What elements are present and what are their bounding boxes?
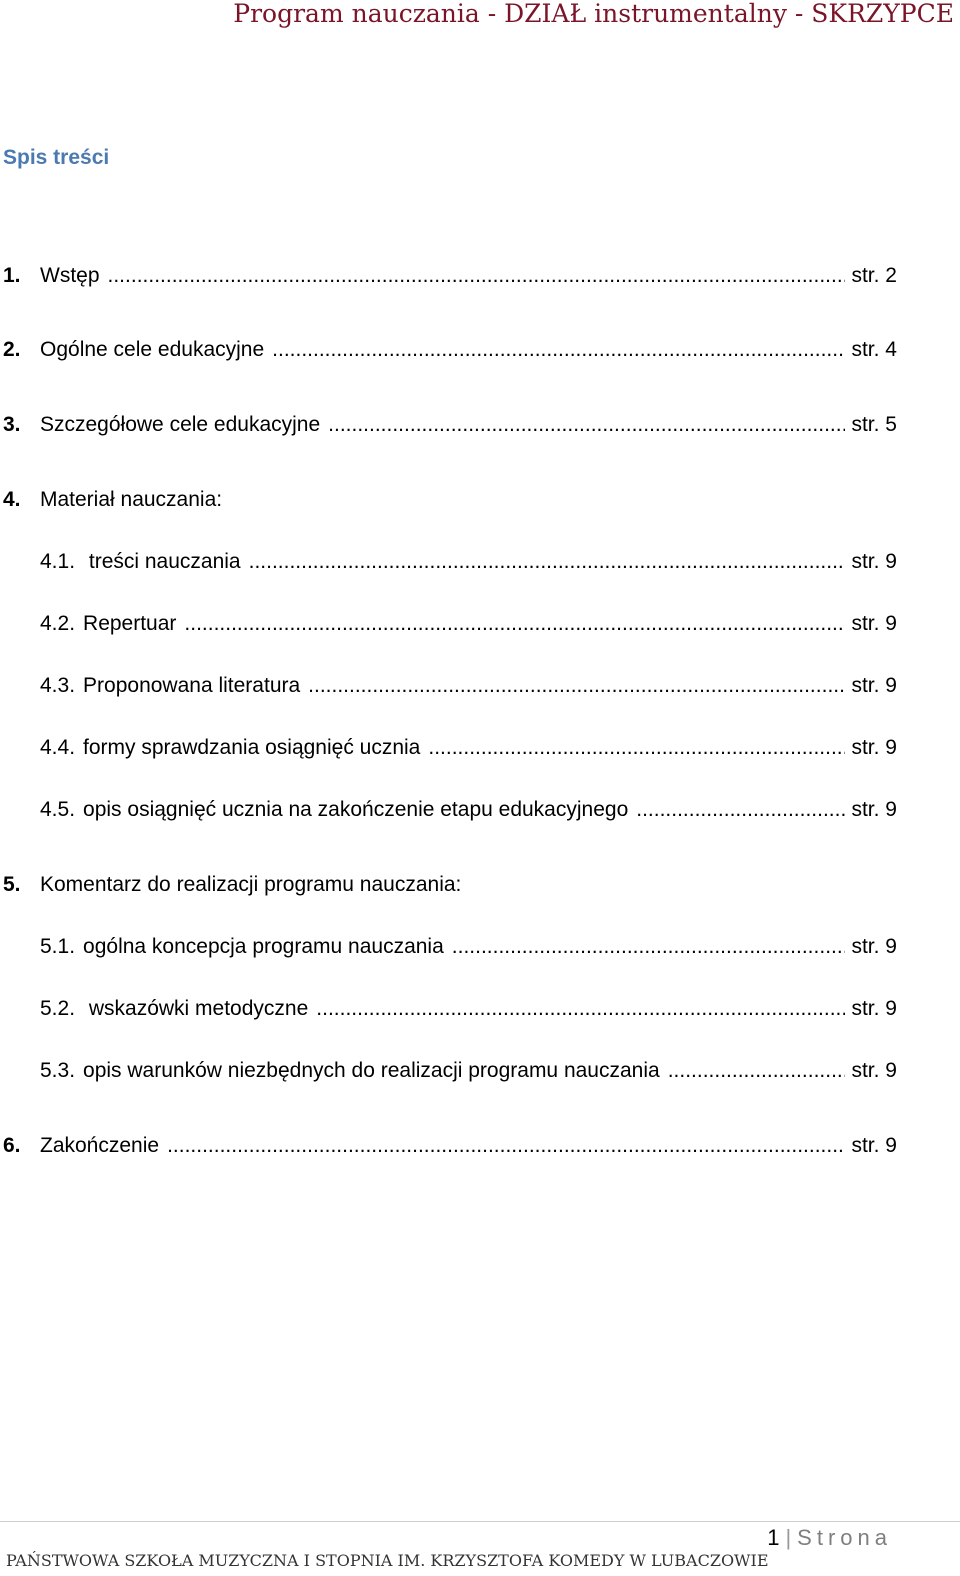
toc-leader-dots: [316, 995, 845, 1023]
toc-entry-label: opis osiągnięć ucznia na zakończenie etapu edukacyjnego: [83, 798, 629, 821]
toc-leader-dots: [308, 672, 845, 700]
toc-entry-page: str. 9: [851, 612, 897, 635]
toc-entry-label: Szczegółowe cele edukacyjne: [40, 413, 321, 436]
toc-entry-achievements[interactable]: [40, 796, 897, 824]
toc-entry-conditions[interactable]: [40, 1057, 897, 1085]
toc-heading: Spis treści: [3, 146, 110, 169]
toc-leader-dots: [167, 1132, 845, 1160]
toc-entry-number: 4.: [3, 488, 21, 511]
footer-school-name: PAŃSTWOWA SZKOŁA MUZYCZNA I STOPNIA IM. KRZYSZTOFA KOMEDY W LUBACZOWIE: [6, 1551, 769, 1570]
toc-entry-page: str. 5: [851, 413, 897, 436]
toc-leader-dots: [184, 610, 845, 638]
toc-entry-number: 4.3.: [40, 674, 76, 697]
toc-entry-assessment-forms[interactable]: [40, 734, 897, 762]
toc-leader-dots: [668, 1057, 846, 1085]
toc-entry-page: str. 9: [851, 997, 897, 1020]
toc-entry-page: str. 9: [851, 798, 897, 821]
toc-entry-page: str. 9: [851, 1134, 897, 1157]
toc-entry-general-goals[interactable]: [3, 336, 897, 364]
toc-entry-teaching-material[interactable]: [3, 486, 897, 514]
toc-entry-label: Materiał nauczania:: [40, 488, 223, 511]
toc-entry-page: str. 9: [851, 674, 897, 697]
toc-entry-page: str. 2: [851, 264, 897, 287]
toc-entry-repertoire[interactable]: [40, 610, 897, 638]
toc-entry-intro[interactable]: [3, 262, 897, 290]
toc-entry-number: 5.3.: [40, 1059, 76, 1082]
toc-leader-dots: [452, 933, 846, 961]
page-number-separator: |: [785, 1525, 792, 1550]
toc-entry-number: 1.: [3, 264, 21, 287]
toc-entry-label: treści nauczania: [83, 550, 241, 573]
toc-entry-number: 4.5.: [40, 798, 76, 821]
toc-entry-page: str. 9: [851, 550, 897, 573]
toc-entry-number: 5.1.: [40, 935, 76, 958]
footer-page-number: [767, 1525, 892, 1551]
page-word: Strona: [797, 1525, 892, 1550]
page-number-value: 1: [767, 1525, 780, 1550]
toc-entry-label: Wstęp: [40, 264, 100, 287]
toc-entry-number: 2.: [3, 338, 21, 361]
toc-leader-dots: [108, 262, 846, 290]
toc-leader-dots: [328, 411, 845, 439]
toc-entry-number: 6.: [3, 1134, 21, 1157]
toc-entry-label: ogólna koncepcja programu nauczania: [83, 935, 444, 958]
toc-leader-dots: [272, 336, 845, 364]
footer-divider: [0, 1521, 960, 1522]
toc-leader-dots: [428, 734, 845, 762]
document-header-title: Program nauczania - DZIAŁ instrumentalny - SKRZYPCE: [233, 0, 954, 28]
toc-entry-label: Proponowana literatura: [83, 674, 301, 697]
toc-entry-detailed-goals[interactable]: [3, 411, 897, 439]
toc-entry-page: str. 4: [851, 338, 897, 361]
toc-entry-page: str. 9: [851, 736, 897, 759]
toc-entry-label: Ogólne cele edukacyjne: [40, 338, 265, 361]
toc-entry-number: 4.2.: [40, 612, 76, 635]
toc-entry-commentary[interactable]: [3, 871, 897, 899]
toc-entry-label: Zakończenie: [40, 1134, 160, 1157]
toc-entry-teaching-content[interactable]: [40, 548, 897, 576]
toc-entry-label: opis warunków niezbędnych do realizacji programu nauczania: [83, 1059, 660, 1082]
toc-leader-dots: [636, 796, 845, 824]
toc-entry-label: formy sprawdzania osiągnięć ucznia: [83, 736, 421, 759]
toc-entry-number: 4.1.: [40, 550, 76, 573]
toc-entry-number: 5.: [3, 873, 21, 896]
toc-leader-dots: [249, 548, 846, 576]
toc-entry-label: Komentarz do realizacji programu nauczania:: [40, 873, 462, 896]
toc-entry-literature[interactable]: [40, 672, 897, 700]
toc-entry-number: 4.4.: [40, 736, 76, 759]
toc-entry-page: str. 9: [851, 935, 897, 958]
toc-entry-methodical-guidelines[interactable]: [40, 995, 897, 1023]
toc-entry-general-concept[interactable]: [40, 933, 897, 961]
toc-entry-page: str. 9: [851, 1059, 897, 1082]
toc-entry-label: Repertuar: [83, 612, 177, 635]
toc-entry-number: 5.2.: [40, 997, 76, 1020]
toc-entry-conclusion[interactable]: [3, 1132, 897, 1160]
toc-entry-label: wskazówki metodyczne: [83, 997, 309, 1020]
toc-entry-number: 3.: [3, 413, 21, 436]
